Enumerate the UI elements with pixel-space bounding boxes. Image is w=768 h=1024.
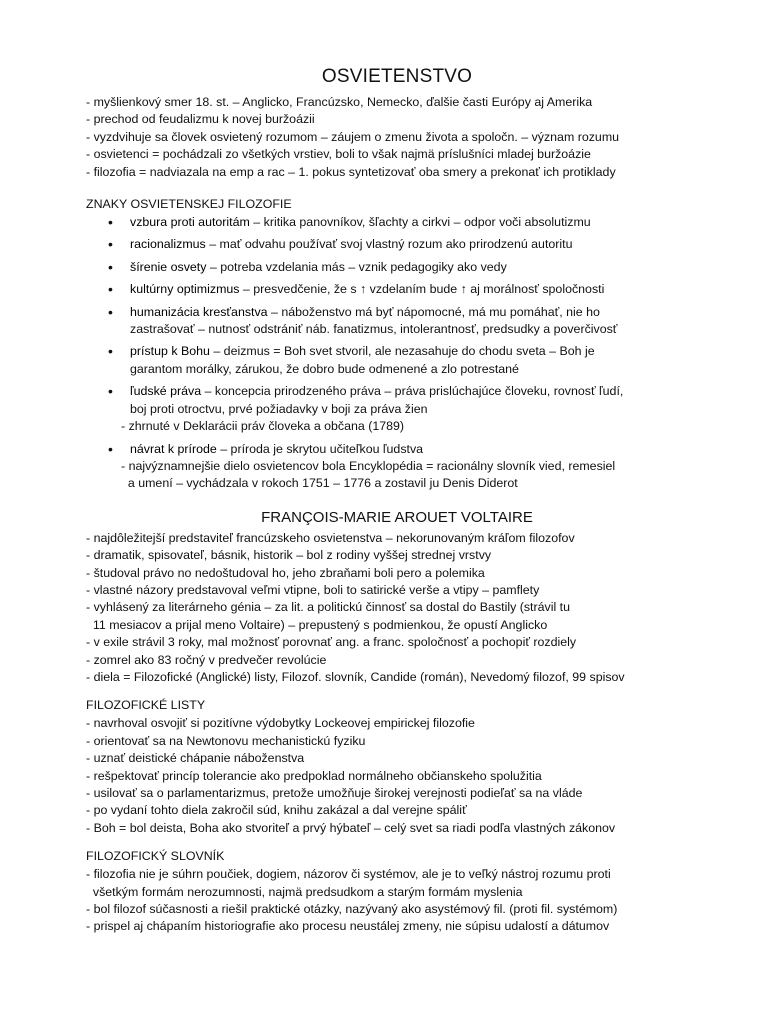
- voltaire-line: 11 mesiacov a prijal meno Voltaire) – prepustený s podmienkou, že opustí Anglicko: [86, 617, 548, 632]
- item-text: – potreba vzdelania más – vznik pedagogiky ako vedy: [206, 259, 507, 274]
- list-item: [86, 236, 708, 253]
- item-text: – kritika panovníkov, šľachty a cirkvi – odpor voči absolutizmu: [249, 215, 591, 230]
- item-term: racionalizmus: [130, 237, 206, 252]
- item-text: – náboženstvo má byť nápomocné, má mu pomáhať, nie ho: [267, 304, 600, 319]
- listy-line: - usilovať sa o parlamentarizmus, pretože umožňuje širokej verejnosti podieľať sa na vláde: [86, 786, 583, 800]
- znaky-list: [86, 214, 708, 493]
- voltaire-line: - dramatik, spisovateľ, básnik, historik – bol z rodiny vyššej strednej vrstvy: [86, 548, 492, 563]
- list-item: [86, 304, 708, 339]
- voltaire-line: - diela = Filozofické (Anglické) listy, Filozof. slovník, Candide (román), Nevedomý filozof, 99 spisov: [86, 669, 625, 684]
- slovnik-line: - filozofia nie je súhrn poučiek, dogiem, názorov či systémov, ale je to veľký nástroj rozumu proti: [86, 867, 611, 882]
- item-term: vzbura proti autoritám: [130, 215, 250, 230]
- item-term: ľudské práva: [130, 384, 202, 399]
- intro-line: - filozofia = nadviazala na emp a rac – 1. pokus syntetizovať oba smery a prekonať ich protiklady: [86, 164, 616, 179]
- listy-line: - rešpektovať princíp tolerancie ako predpoklad normálneho občianskeho spolužitia: [86, 768, 542, 783]
- slovnik-line: - prispel aj chápaním historiografie ako procesu neustálej zmeny, nie súpisu udalostí a dátumov: [86, 919, 610, 934]
- voltaire-line: - vyhlásený za literárneho génia – za lit. a politickú činnosť sa dostal do Bastily (strávil tu: [86, 600, 570, 615]
- listy-section: [86, 715, 708, 837]
- section-heading-listy: FILOZOFICKÉ LISTY: [86, 698, 206, 713]
- list-item: [86, 281, 708, 298]
- voltaire-section: [86, 530, 708, 687]
- item-subline: - najvýznamnejšie dielo osvietencov bola Encyklopédia = racionálny slovník vied, remesiel: [121, 458, 616, 473]
- voltaire-line: - zomrel ako 83 ročný v predvečer revolúcie: [86, 652, 327, 667]
- item-continuation: boj proti otroctvu, prvé požiadavky v boji za práva žien: [130, 401, 428, 416]
- item-term: šírenie osvety: [130, 259, 207, 274]
- slovnik-section: [86, 866, 708, 936]
- voltaire-line: - v exile strávil 3 roky, mal možnosť porovnať ang. a franc. spoločnosť a pochopiť rozdiely: [86, 635, 577, 650]
- intro-line: - prechod od feudalizmu k novej buržoázii: [86, 112, 315, 127]
- listy-line: - po vydaní tohto diela zakročil súd, knihu zakázal a dal verejne spáliť: [86, 803, 467, 818]
- list-item: [86, 441, 708, 493]
- page-title: OSVIETENSTVO: [321, 66, 473, 87]
- item-subline: - zhrnuté v Deklarácii práv človeka a občana (1789): [121, 419, 405, 434]
- item-subline: a umení – vychádzala v rokoch 1751 – 1776 a zostavil ju Denis Diderot: [121, 476, 518, 491]
- section-heading-slovnik: FILOZOFICKÝ SLOVNÍK: [86, 849, 225, 864]
- voltaire-line: - študoval právo no nedoštudoval ho, jeho zbraňami boli pero a polemika: [86, 565, 485, 580]
- item-continuation: garantom morálky, zárukou, že dobro bude odmenené a zlo potrestané: [130, 361, 519, 376]
- intro-line: - myšlienkový smer 18. st. – Anglicko, Francúzsko, Nemecko, ďalšie časti Európy aj Amerika: [86, 95, 593, 109]
- intro-line: - osvietenci = pochádzali zo všetkých vrstiev, boli to však najmä príslušníci mladej buržoázie: [86, 147, 591, 162]
- item-text: – presvedčenie, že s ↑ vzdelaním bude ↑ aj morálnosť spoločnosti: [239, 282, 605, 297]
- item-term: prístup k Bohu: [130, 344, 210, 359]
- item-continuation: zastrašovať – nutnosť odstrániť náb. fanatizmus, intolerantnosť, predsudky a poverčivosť: [130, 322, 618, 337]
- voltaire-line: - vlastné názory predstavoval veľmi vtipne, boli to satirické verše a vtipy – pamflety: [86, 582, 540, 597]
- item-text: – príroda je skrytou učiteľkou ľudstva: [216, 441, 424, 456]
- item-term: návrat k prírode: [130, 441, 217, 456]
- listy-line: - orientovať sa na Newtonovu mechanistickú fyziku: [86, 733, 366, 748]
- listy-line: - navrhoval osvojiť si pozitívne výdobytky Lockeovej empirickej filozofie: [86, 716, 475, 731]
- list-item: [86, 214, 708, 231]
- item-text: – koncepcia prirodzeného práva – práva prislúchajúce človeku, rovnosť ľudí,: [201, 384, 624, 399]
- intro-line: - vyzdvihuje sa človek osvietený rozumom – záujem o zmenu života a spoločn. – význam rozumu: [86, 129, 620, 144]
- slovnik-line: všetkým formám nerozumnosti, najmä predsudkom a starým formám myslenia: [86, 884, 523, 899]
- listy-line: - uznať deistické chápanie náboženstva: [86, 751, 305, 766]
- slovnik-line: - bol filozof súčasnosti a riešil praktické otázky, nazývaný ako asystémový fil. (proti fil. systémom): [86, 902, 618, 917]
- section-heading-voltaire: FRANÇOIS-MARIE AROUET VOLTAIRE: [261, 508, 533, 526]
- voltaire-line: - najdôležitejší predstaviteľ francúzskeho osvietenstva – nekorunovaným kráľom filozofov: [86, 530, 575, 545]
- intro-section: [86, 94, 708, 181]
- listy-line: - Boh = bol deista, Boha ako stvoriteľ a prvý hýbateľ – celý svet sa riadi podľa vlastných zákonov: [86, 820, 616, 835]
- item-text: – mať odvahu používať svoj vlastný rozum ako prirodzenú autoritu: [205, 237, 573, 252]
- list-item: [86, 343, 708, 378]
- item-text: – deizmus = Boh svet stvoril, ale nezasahuje do chodu sveta – Boh je: [209, 344, 595, 359]
- section-heading-znaky: ZNAKY OSVIETENSKEJ FILOZOFIE: [86, 197, 292, 212]
- list-item: [86, 259, 708, 276]
- item-term: humanizácia kresťanstva: [130, 304, 268, 319]
- list-item: [86, 383, 708, 435]
- item-term: kultúrny optimizmus: [130, 282, 240, 297]
